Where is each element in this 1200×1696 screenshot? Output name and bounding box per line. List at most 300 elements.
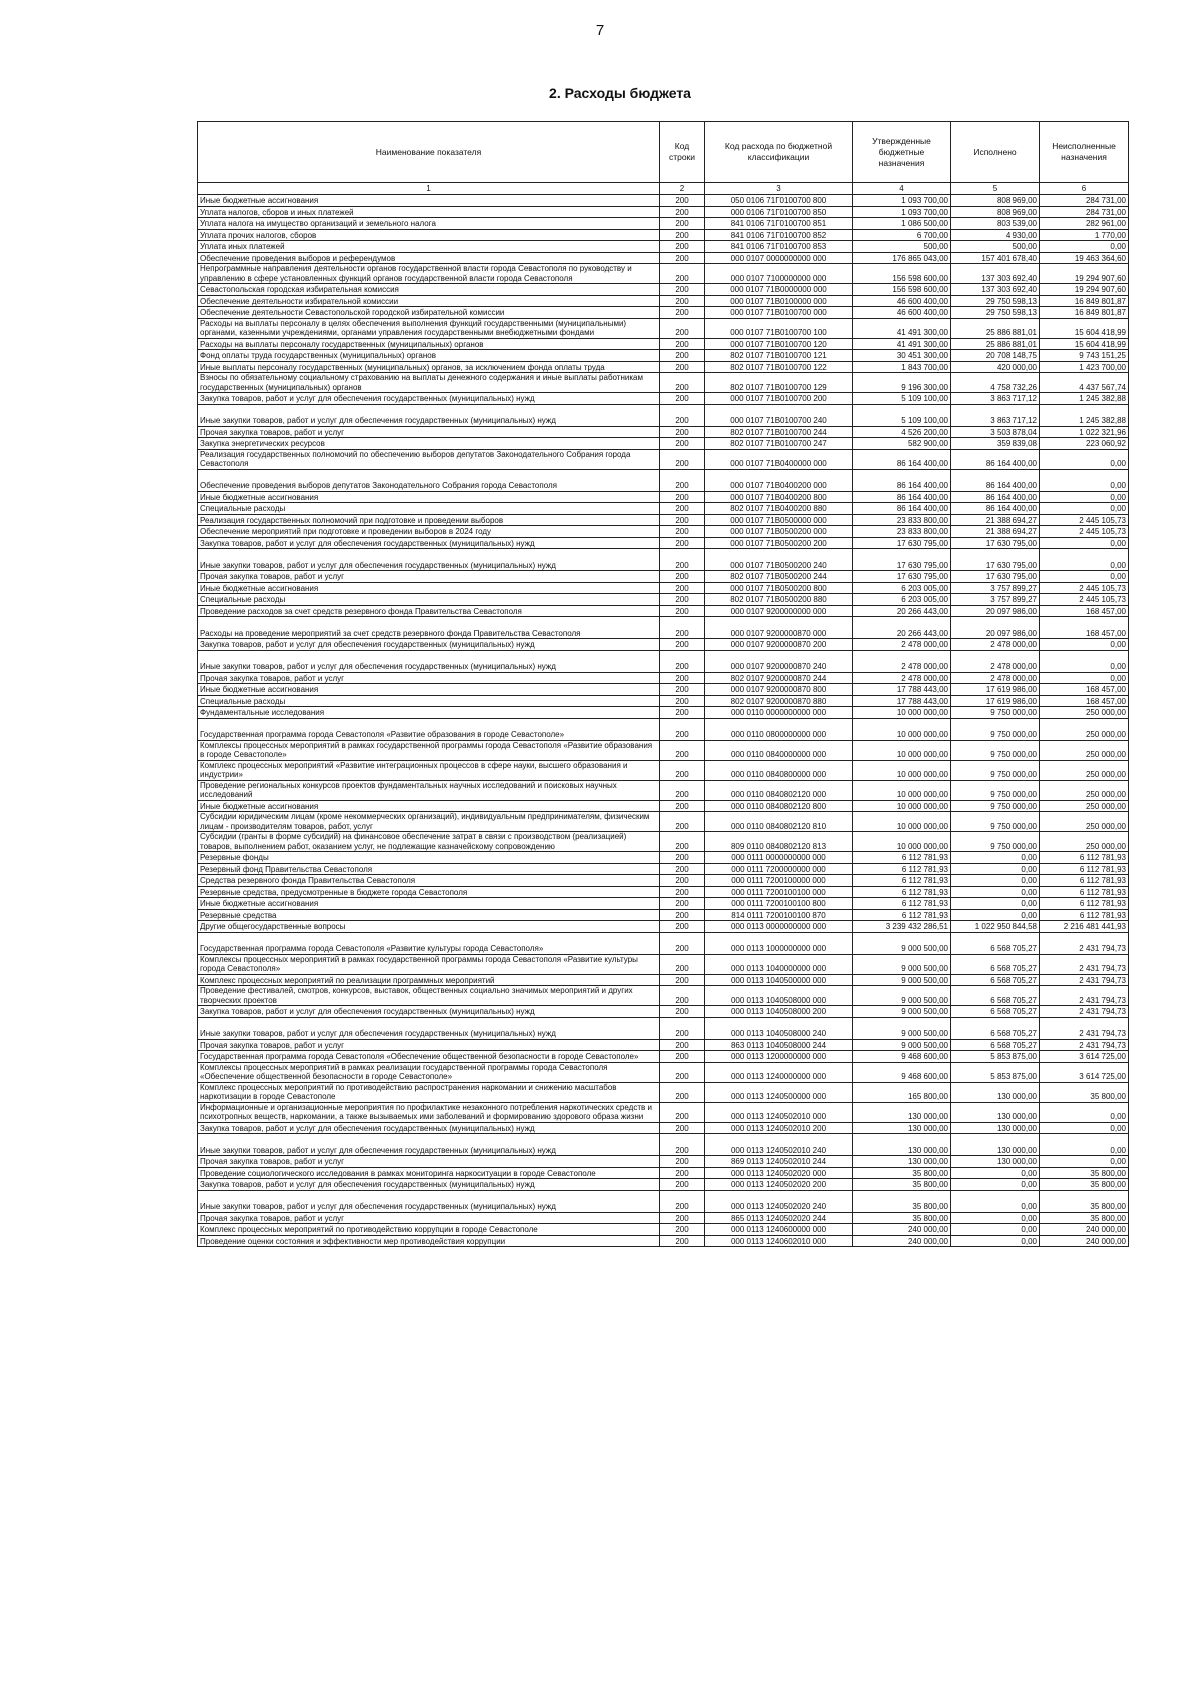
row-approved-cell: 9 000 500,00 [853, 986, 951, 1006]
row-name-cell: Субсидии (гранты в форме субсидий) на финансовое обеспечение затрат в связи с производством (реализацией) товаров, выполнением работ, оказанием услуг, не подлежащие казначейскому сопровождению [198, 832, 660, 852]
row-approved-cell: 6 112 781,93 [853, 898, 951, 910]
row-approved-cell: 9 000 500,00 [853, 932, 951, 954]
table-row [198, 503, 1129, 515]
header-unexecuted: Неисполненные назначения [1040, 122, 1129, 183]
header-approved: Утвержденные бюджетные назначения [853, 122, 951, 183]
table-row [198, 1122, 1129, 1134]
table-row [198, 318, 1129, 338]
row-code-cell: 000 0111 7200100000 000 [705, 875, 853, 887]
row-approved-cell: 9 000 500,00 [853, 1039, 951, 1051]
row-executed-cell: 86 164 400,00 [951, 503, 1040, 515]
row-line-cell: 200 [660, 639, 705, 651]
row-line-cell: 200 [660, 241, 705, 253]
row-executed-cell: 420 000,00 [951, 361, 1040, 373]
row-executed-cell: 6 568 705,27 [951, 932, 1040, 954]
row-executed-cell: 808 969,00 [951, 195, 1040, 207]
table-row [198, 605, 1129, 617]
row-approved-cell: 10 000 000,00 [853, 812, 951, 832]
row-name-cell: Прочая закупка товаров, работ и услуг [198, 426, 660, 438]
header-indicator-name: Наименование показателя [198, 122, 660, 183]
row-executed-cell: 137 303 692,40 [951, 284, 1040, 296]
row-unexecuted-cell: 2 431 794,73 [1040, 1006, 1129, 1018]
row-name-cell: Закупка товаров, работ и услуг для обеспечения государственных (муниципальных) нужд [198, 1122, 660, 1134]
row-executed-cell: 3 757 899,27 [951, 594, 1040, 606]
row-code-cell: 000 0113 1240502010 200 [705, 1122, 853, 1134]
row-approved-cell: 35 800,00 [853, 1190, 951, 1212]
table-row [198, 307, 1129, 319]
row-executed-cell: 9 750 000,00 [951, 718, 1040, 740]
row-name-cell: Проведение региональных конкурсов проектов фундаментальных научных исследований и поисковых научных исследований [198, 780, 660, 800]
row-executed-cell: 25 886 881,01 [951, 318, 1040, 338]
table-row [198, 954, 1129, 974]
row-code-cell: 000 0110 0840802120 810 [705, 812, 853, 832]
row-approved-cell: 240 000,00 [853, 1235, 951, 1247]
row-executed-cell: 17 630 795,00 [951, 549, 1040, 571]
table-row [198, 404, 1129, 426]
row-unexecuted-cell: 35 800,00 [1040, 1179, 1129, 1191]
table-row [198, 571, 1129, 583]
row-executed-cell: 3 757 899,27 [951, 582, 1040, 594]
row-name-cell: Расходы на выплаты персоналу в целях обеспечения выполнения функций государственными (муниципальными) органами, казенными учреждениями, органами управления государственными внебюджетными фондами [198, 318, 660, 338]
row-line-cell: 200 [660, 800, 705, 812]
row-unexecuted-cell: 35 800,00 [1040, 1082, 1129, 1102]
row-name-cell: Прочая закупка товаров, работ и услуг [198, 672, 660, 684]
row-line-cell: 200 [660, 932, 705, 954]
row-name-cell: Обеспечение мероприятий при подготовке и проведении выборов в 2024 году [198, 526, 660, 538]
row-approved-cell: 10 000 000,00 [853, 832, 951, 852]
row-approved-cell: 9 468 600,00 [853, 1062, 951, 1082]
table-row [198, 449, 1129, 469]
row-executed-cell: 4 930,00 [951, 229, 1040, 241]
table-row [198, 206, 1129, 218]
row-executed-cell: 9 750 000,00 [951, 812, 1040, 832]
row-unexecuted-cell: 2 445 105,73 [1040, 526, 1129, 538]
row-executed-cell: 359 839,08 [951, 438, 1040, 450]
column-number: 6 [1040, 183, 1129, 195]
row-name-cell: Обеспечение проведения выборов и референдумов [198, 252, 660, 264]
row-code-cell: 000 0110 0840802120 800 [705, 800, 853, 812]
row-executed-cell: 20 097 986,00 [951, 617, 1040, 639]
table-row [198, 1017, 1129, 1039]
page-number: 7 [595, 22, 605, 39]
header-executed: Исполнено [951, 122, 1040, 183]
row-unexecuted-cell: 2 431 794,73 [1040, 1017, 1129, 1039]
table-row [198, 1224, 1129, 1236]
row-line-cell: 200 [660, 718, 705, 740]
table-row [198, 832, 1129, 852]
row-name-cell: Специальные расходы [198, 695, 660, 707]
row-executed-cell: 17 619 986,00 [951, 684, 1040, 696]
row-approved-cell: 35 800,00 [853, 1212, 951, 1224]
row-executed-cell: 29 750 598,13 [951, 295, 1040, 307]
row-executed-cell: 20 097 986,00 [951, 605, 1040, 617]
row-name-cell: Прочая закупка товаров, работ и услуг [198, 1156, 660, 1168]
table-row [198, 875, 1129, 887]
row-code-cell: 000 0111 7200100100 800 [705, 898, 853, 910]
row-approved-cell: 17 788 443,00 [853, 684, 951, 696]
row-approved-cell: 10 000 000,00 [853, 707, 951, 719]
row-unexecuted-cell: 1 022 321,96 [1040, 426, 1129, 438]
row-executed-cell: 29 750 598,13 [951, 307, 1040, 319]
row-name-cell: Резервные фонды [198, 852, 660, 864]
row-line-cell: 200 [660, 218, 705, 230]
row-code-cell: 000 0107 71В0100700 100 [705, 318, 853, 338]
row-unexecuted-cell: 2 431 794,73 [1040, 986, 1129, 1006]
row-name-cell: Иные бюджетные ассигнования [198, 491, 660, 503]
row-code-cell: 000 0107 71В0400000 000 [705, 449, 853, 469]
row-approved-cell: 10 000 000,00 [853, 800, 951, 812]
row-code-cell: 000 0113 1240600000 000 [705, 1224, 853, 1236]
row-code-cell: 000 0107 71В0500200 000 [705, 526, 853, 538]
row-line-cell: 200 [660, 1190, 705, 1212]
row-name-cell: Субсидии юридическим лицам (кроме некоммерческих организаций), индивидуальным предпринимателям, физическим лицам - производителям товаров, работ, услуг [198, 812, 660, 832]
table-row [198, 695, 1129, 707]
row-executed-cell: 5 853 875,00 [951, 1051, 1040, 1063]
row-line-cell: 200 [660, 361, 705, 373]
row-unexecuted-cell: 250 000,00 [1040, 718, 1129, 740]
row-unexecuted-cell: 0,00 [1040, 1102, 1129, 1122]
row-code-cell: 000 0113 1040508000 000 [705, 986, 853, 1006]
row-executed-cell: 157 401 678,40 [951, 252, 1040, 264]
row-line-cell: 200 [660, 338, 705, 350]
row-code-cell: 802 0107 71В0400200 880 [705, 503, 853, 515]
row-code-cell: 000 0113 1040508000 200 [705, 1006, 853, 1018]
row-executed-cell: 500,00 [951, 241, 1040, 253]
row-unexecuted-cell: 282 961,00 [1040, 218, 1129, 230]
row-code-cell: 000 0107 71В0500000 000 [705, 514, 853, 526]
row-executed-cell: 137 303 692,40 [951, 264, 1040, 284]
row-approved-cell: 5 109 100,00 [853, 393, 951, 405]
row-name-cell: Фундаментальные исследования [198, 707, 660, 719]
row-name-cell: Иные бюджетные ассигнования [198, 800, 660, 812]
row-line-cell: 200 [660, 650, 705, 672]
row-line-cell: 200 [660, 780, 705, 800]
row-approved-cell: 20 266 443,00 [853, 617, 951, 639]
row-code-cell: 000 0111 7200100100 000 [705, 886, 853, 898]
row-code-cell: 802 0107 71В0100700 244 [705, 426, 853, 438]
row-name-cell: Резервные средства, предусмотренные в бюджете города Севастополя [198, 886, 660, 898]
row-name-cell: Взносы по обязательному социальному страхованию на выплаты денежного содержания и иные выплаты работникам государственных (муниципальных) органов [198, 373, 660, 393]
row-code-cell: 000 0107 0000000000 000 [705, 252, 853, 264]
row-code-cell: 000 0113 1040500000 000 [705, 974, 853, 986]
row-code-cell: 000 0113 1240502010 240 [705, 1134, 853, 1156]
row-executed-cell: 2 478 000,00 [951, 639, 1040, 651]
row-approved-cell: 582 900,00 [853, 438, 951, 450]
row-executed-cell: 6 568 705,27 [951, 1006, 1040, 1018]
row-approved-cell: 17 630 795,00 [853, 549, 951, 571]
row-unexecuted-cell: 223 060,92 [1040, 438, 1129, 450]
row-line-cell: 200 [660, 740, 705, 760]
row-code-cell: 000 0107 9200000870 800 [705, 684, 853, 696]
table-row [198, 361, 1129, 373]
row-unexecuted-cell: 15 604 418,99 [1040, 318, 1129, 338]
row-unexecuted-cell: 240 000,00 [1040, 1224, 1129, 1236]
row-unexecuted-cell: 240 000,00 [1040, 1235, 1129, 1247]
row-code-cell: 000 0113 1240502010 000 [705, 1102, 853, 1122]
row-code-cell: 000 0111 7200000000 000 [705, 863, 853, 875]
row-name-cell: Информационные и организационные мероприятия по профилактике незаконного потребления наркотических средств и психотропных веществ, наркомании, а также вызываемых ими заболеваний и формированию здорового образа жизни [198, 1102, 660, 1122]
row-executed-cell: 20 708 148,75 [951, 350, 1040, 362]
row-approved-cell: 1 843 700,00 [853, 361, 951, 373]
row-executed-cell: 130 000,00 [951, 1156, 1040, 1168]
row-line-cell: 200 [660, 1102, 705, 1122]
table-row [198, 760, 1129, 780]
row-approved-cell: 130 000,00 [853, 1122, 951, 1134]
row-unexecuted-cell: 250 000,00 [1040, 760, 1129, 780]
row-code-cell: 863 0113 1040508000 244 [705, 1039, 853, 1051]
row-unexecuted-cell: 250 000,00 [1040, 832, 1129, 852]
header-classification-code: Код расхода по бюджетной классификации [705, 122, 853, 183]
row-line-cell: 200 [660, 594, 705, 606]
row-line-cell: 200 [660, 1156, 705, 1168]
row-code-cell: 050 0106 71Г0100700 800 [705, 195, 853, 207]
table-row [198, 909, 1129, 921]
row-unexecuted-cell: 35 800,00 [1040, 1212, 1129, 1224]
row-executed-cell: 5 853 875,00 [951, 1062, 1040, 1082]
row-line-cell: 200 [660, 195, 705, 207]
row-code-cell: 802 0107 71В0100700 121 [705, 350, 853, 362]
row-unexecuted-cell: 250 000,00 [1040, 707, 1129, 719]
row-unexecuted-cell: 6 112 781,93 [1040, 909, 1129, 921]
table-row [198, 195, 1129, 207]
row-unexecuted-cell: 2 431 794,73 [1040, 954, 1129, 974]
row-unexecuted-cell: 3 614 725,00 [1040, 1051, 1129, 1063]
row-executed-cell: 86 164 400,00 [951, 491, 1040, 503]
row-name-cell: Проведение социологического исследования в рамках мониторинга наркоситуации в городе Севастополе [198, 1167, 660, 1179]
row-unexecuted-cell: 9 743 151,25 [1040, 350, 1129, 362]
row-executed-cell: 9 750 000,00 [951, 832, 1040, 852]
table-row [198, 863, 1129, 875]
row-unexecuted-cell: 2 445 105,73 [1040, 582, 1129, 594]
row-approved-cell: 35 800,00 [853, 1179, 951, 1191]
row-name-cell: Обеспечение деятельности избирательной комиссии [198, 295, 660, 307]
row-code-cell: 000 0107 9200000000 000 [705, 605, 853, 617]
row-unexecuted-cell: 0,00 [1040, 639, 1129, 651]
row-unexecuted-cell: 15 604 418,99 [1040, 338, 1129, 350]
row-executed-cell: 130 000,00 [951, 1122, 1040, 1134]
row-line-cell: 200 [660, 307, 705, 319]
row-unexecuted-cell: 0,00 [1040, 1122, 1129, 1134]
table-row [198, 812, 1129, 832]
column-number: 2 [660, 183, 705, 195]
row-code-cell: 802 0107 71В0500200 880 [705, 594, 853, 606]
row-code-cell: 802 0107 71В0100700 247 [705, 438, 853, 450]
row-line-cell: 200 [660, 514, 705, 526]
row-name-cell: Комплексы процессных мероприятий в рамках реализации государственной программы города Севастополя «Обеспечение общественной безопасности в городе Севастополе» [198, 1062, 660, 1082]
row-code-cell: 802 0107 9200000870 244 [705, 672, 853, 684]
row-approved-cell: 46 600 400,00 [853, 307, 951, 319]
row-line-cell: 200 [660, 909, 705, 921]
row-line-cell: 200 [660, 264, 705, 284]
table-row [198, 639, 1129, 651]
table-row [198, 707, 1129, 719]
row-name-cell: Комплекс процессных мероприятий по реализации программных мероприятий [198, 974, 660, 986]
row-executed-cell: 130 000,00 [951, 1082, 1040, 1102]
row-code-cell: 000 0107 71В0100700 240 [705, 404, 853, 426]
row-line-cell: 200 [660, 760, 705, 780]
row-name-cell: Севастопольская городская избирательная комиссия [198, 284, 660, 296]
row-executed-cell: 0,00 [951, 898, 1040, 910]
row-approved-cell: 23 833 800,00 [853, 526, 951, 538]
row-code-cell: 000 0110 0800000000 000 [705, 718, 853, 740]
row-name-cell: Непрограммные направления деятельности органов государственной власти города Севастополя по руководству и управлению в сфере установленных функций органов государственной власти города Севастополя [198, 264, 660, 284]
row-unexecuted-cell: 2 445 105,73 [1040, 514, 1129, 526]
row-line-cell: 200 [660, 582, 705, 594]
row-executed-cell: 3 863 717,12 [951, 404, 1040, 426]
row-code-cell: 802 0107 9200000870 880 [705, 695, 853, 707]
row-executed-cell: 17 630 795,00 [951, 571, 1040, 583]
row-line-cell: 200 [660, 295, 705, 307]
row-code-cell: 000 0107 71В0100700 120 [705, 338, 853, 350]
row-line-cell: 200 [660, 491, 705, 503]
row-approved-cell: 1 093 700,00 [853, 206, 951, 218]
column-number-row [198, 183, 1129, 195]
table-row [198, 898, 1129, 910]
row-unexecuted-cell: 1 245 382,88 [1040, 393, 1129, 405]
row-unexecuted-cell: 6 112 781,93 [1040, 875, 1129, 887]
row-unexecuted-cell: 168 457,00 [1040, 684, 1129, 696]
row-line-cell: 200 [660, 318, 705, 338]
row-line-cell: 200 [660, 986, 705, 1006]
table-row [198, 974, 1129, 986]
row-code-cell: 000 0107 71В0000000 000 [705, 284, 853, 296]
row-line-cell: 200 [660, 549, 705, 571]
table-row [198, 264, 1129, 284]
row-code-cell: 000 0113 1040508000 240 [705, 1017, 853, 1039]
row-code-cell: 000 0107 71В0400200 000 [705, 469, 853, 491]
row-name-cell: Средства резервного фонда Правительства Севастополя [198, 875, 660, 887]
row-name-cell: Государственная программа города Севастополя «Развитие культуры города Севастополя» [198, 932, 660, 954]
row-name-cell: Проведение фестивалей, смотров, конкурсов, выставок, общественных социально значимых мероприятий и других творческих проектов [198, 986, 660, 1006]
row-name-cell: Расходы на выплаты персоналу государственных (муниципальных) органов [198, 338, 660, 350]
table-row [198, 921, 1129, 933]
row-approved-cell: 1 093 700,00 [853, 195, 951, 207]
table-row [198, 284, 1129, 296]
row-line-cell: 200 [660, 617, 705, 639]
row-unexecuted-cell: 250 000,00 [1040, 740, 1129, 760]
table-row [198, 241, 1129, 253]
row-approved-cell: 9 000 500,00 [853, 1017, 951, 1039]
row-code-cell: 000 0113 1040000000 000 [705, 954, 853, 974]
table-row [198, 800, 1129, 812]
row-line-cell: 200 [660, 1122, 705, 1134]
row-executed-cell: 0,00 [951, 1224, 1040, 1236]
row-executed-cell: 0,00 [951, 852, 1040, 864]
row-unexecuted-cell: 250 000,00 [1040, 812, 1129, 832]
row-approved-cell: 30 451 300,00 [853, 350, 951, 362]
row-executed-cell: 0,00 [951, 1167, 1040, 1179]
row-approved-cell: 2 478 000,00 [853, 650, 951, 672]
row-code-cell: 841 0106 71Г0100700 853 [705, 241, 853, 253]
row-unexecuted-cell: 35 800,00 [1040, 1190, 1129, 1212]
row-name-cell: Специальные расходы [198, 503, 660, 515]
table-row [198, 537, 1129, 549]
row-executed-cell: 0,00 [951, 863, 1040, 875]
row-name-cell: Прочая закупка товаров, работ и услуг [198, 571, 660, 583]
row-name-cell: Иные бюджетные ассигнования [198, 898, 660, 910]
row-name-cell: Иные закупки товаров, работ и услуг для обеспечения государственных (муниципальных) нужд [198, 404, 660, 426]
row-executed-cell: 6 568 705,27 [951, 974, 1040, 986]
row-code-cell: 000 0113 1240502020 240 [705, 1190, 853, 1212]
row-unexecuted-cell: 2 431 794,73 [1040, 974, 1129, 986]
table-row [198, 886, 1129, 898]
table-row [198, 295, 1129, 307]
row-unexecuted-cell: 19 463 364,60 [1040, 252, 1129, 264]
row-code-cell: 865 0113 1240502020 244 [705, 1212, 853, 1224]
row-code-cell: 000 0107 71В0500200 240 [705, 549, 853, 571]
row-code-cell: 000 0107 71В0100700 000 [705, 307, 853, 319]
row-approved-cell: 6 112 781,93 [853, 909, 951, 921]
row-executed-cell: 9 750 000,00 [951, 707, 1040, 719]
row-executed-cell: 130 000,00 [951, 1102, 1040, 1122]
row-executed-cell: 0,00 [951, 1212, 1040, 1224]
table-row [198, 1190, 1129, 1212]
table-row [198, 684, 1129, 696]
row-name-cell: Проведение расходов за счет средств резервного фонда Правительства Севастополя [198, 605, 660, 617]
row-approved-cell: 2 478 000,00 [853, 639, 951, 651]
table-row [198, 469, 1129, 491]
row-code-cell: 000 0107 7100000000 000 [705, 264, 853, 284]
row-name-cell: Реализация государственных полномочий при подготовке и проведении выборов [198, 514, 660, 526]
row-approved-cell: 4 526 200,00 [853, 426, 951, 438]
row-code-cell: 000 0110 0840000000 000 [705, 740, 853, 760]
table-row [198, 1167, 1129, 1179]
row-approved-cell: 10 000 000,00 [853, 780, 951, 800]
table-row [198, 426, 1129, 438]
row-unexecuted-cell: 0,00 [1040, 549, 1129, 571]
table-row [198, 338, 1129, 350]
row-line-cell: 200 [660, 373, 705, 393]
column-number: 5 [951, 183, 1040, 195]
row-code-cell: 000 0107 9200000870 000 [705, 617, 853, 639]
row-executed-cell: 3 503 878,04 [951, 426, 1040, 438]
row-line-cell: 200 [660, 1062, 705, 1082]
table-row [198, 1156, 1129, 1168]
row-line-cell: 200 [660, 252, 705, 264]
row-name-cell: Специальные расходы [198, 594, 660, 606]
row-name-cell: Комплекс процессных мероприятий по противодействию распространения наркомании и снижению масштабов наркотизации в городе Севастополе [198, 1082, 660, 1102]
row-unexecuted-cell: 6 112 781,93 [1040, 852, 1129, 864]
row-executed-cell: 25 886 881,01 [951, 338, 1040, 350]
row-line-cell: 200 [660, 605, 705, 617]
table-row [198, 932, 1129, 954]
row-code-cell: 000 0107 9200000870 200 [705, 639, 853, 651]
table-row [198, 1102, 1129, 1122]
row-approved-cell: 41 491 300,00 [853, 318, 951, 338]
row-approved-cell: 6 203 005,00 [853, 582, 951, 594]
row-code-cell: 841 0106 71Г0100700 852 [705, 229, 853, 241]
row-approved-cell: 10 000 000,00 [853, 760, 951, 780]
row-approved-cell: 20 266 443,00 [853, 605, 951, 617]
row-executed-cell: 9 750 000,00 [951, 800, 1040, 812]
row-code-cell: 000 0113 1240602010 000 [705, 1235, 853, 1247]
row-executed-cell: 17 619 986,00 [951, 695, 1040, 707]
row-approved-cell: 9 000 500,00 [853, 954, 951, 974]
row-code-cell: 869 0113 1240502010 244 [705, 1156, 853, 1168]
row-executed-cell: 130 000,00 [951, 1134, 1040, 1156]
table-row [198, 350, 1129, 362]
row-approved-cell: 3 239 432 286,51 [853, 921, 951, 933]
row-line-cell: 200 [660, 875, 705, 887]
row-approved-cell: 86 164 400,00 [853, 491, 951, 503]
row-executed-cell: 6 568 705,27 [951, 1039, 1040, 1051]
row-name-cell: Комплексы процессных мероприятий в рамках государственной программы города Севастополя «Развитие образования в городе Севастополе» [198, 740, 660, 760]
row-approved-cell: 6 700,00 [853, 229, 951, 241]
table-row [198, 1082, 1129, 1102]
row-unexecuted-cell: 168 457,00 [1040, 695, 1129, 707]
row-approved-cell: 9 196 300,00 [853, 373, 951, 393]
row-approved-cell: 1 086 500,00 [853, 218, 951, 230]
